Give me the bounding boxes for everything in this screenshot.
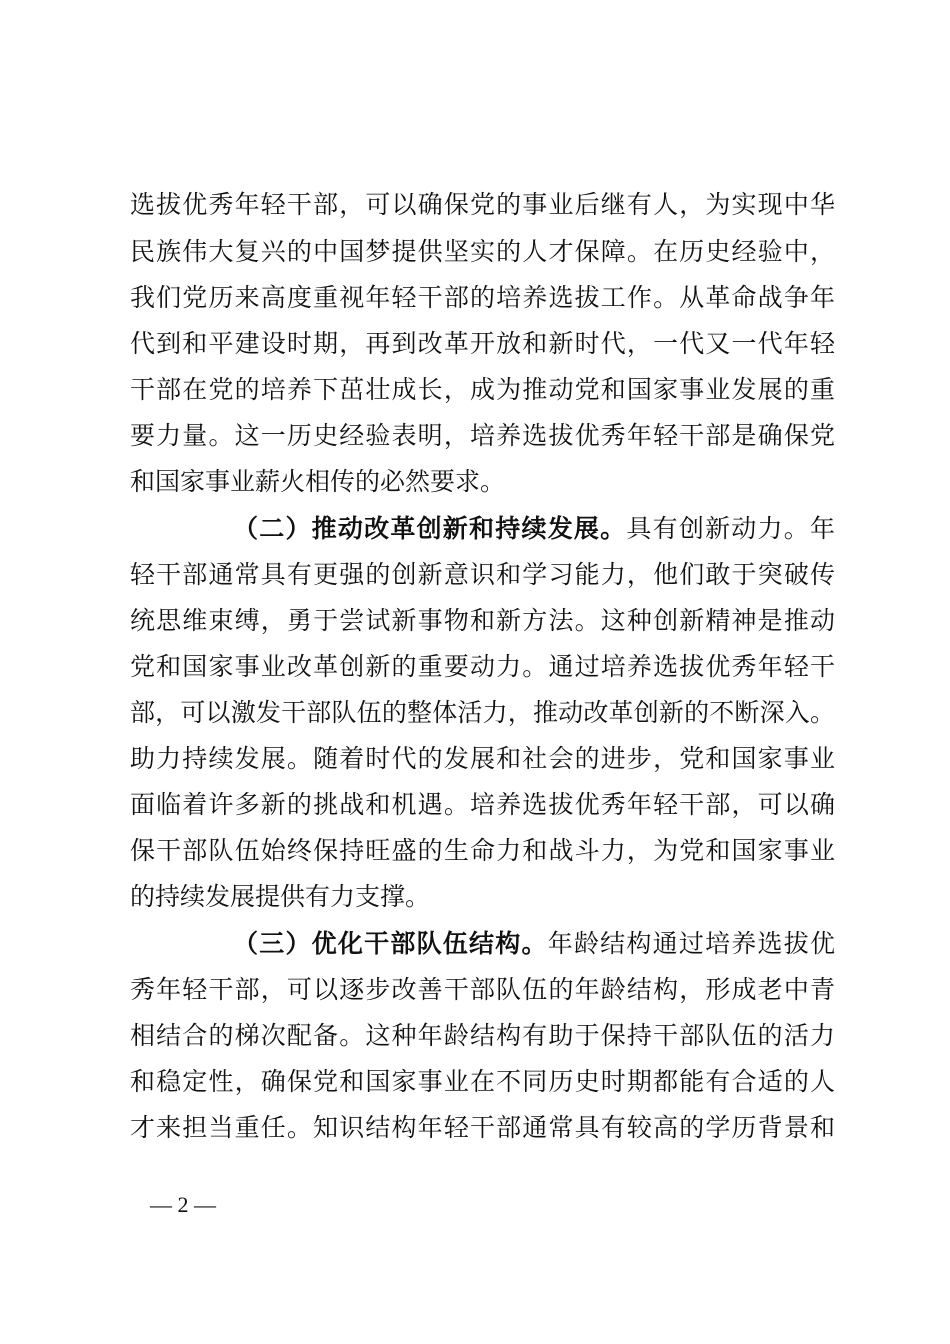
- section-3-first-line-text: 年龄结构通过培养选拔优: [547, 929, 835, 958]
- body-text-line: 保干部队伍始终保持旺盛的生命力和战斗力，为党和国家事业: [130, 836, 835, 865]
- body-text-line: 要力量。这一历史经验表明，培养选拔优秀年轻干部是确保党: [130, 421, 835, 450]
- section-2-first-line: [233, 507, 835, 551]
- body-text-line: 选拔优秀年轻干部，可以确保党的事业后继有人，为实现中华: [130, 190, 835, 219]
- body-text-line: 和稳定性，确保党和国家事业在不同历史时期都能有合适的人: [130, 1067, 835, 1096]
- page-number: — 2 —: [150, 1192, 216, 1217]
- body-text-line: 部，可以激发干部队伍的整体活力，推动改革创新的不断深入。: [130, 698, 835, 727]
- section-3-heading: （三）优化干部队伍结构。: [233, 929, 548, 958]
- body-text-line: 助力持续发展。随着时代的发展和社会的进步，党和国家事业: [130, 744, 835, 773]
- body-text-line: 统思维束缚，勇于尝试新事物和新方法。这种创新精神是推动: [130, 606, 835, 635]
- section-3-first-line: [233, 922, 835, 966]
- section-2-first-line-text: 具有创新动力。年: [626, 514, 835, 543]
- body-text-line: 面临着许多新的挑战和机遇。培养选拔优秀年轻干部，可以确: [130, 790, 835, 819]
- body-text-line: 和国家事业薪火相传的必然要求。: [130, 467, 506, 496]
- body-text-line: 我们党历来高度重视年轻干部的培养选拔工作。从革命战争年: [130, 283, 835, 312]
- body-text-line: 才来担当重任。知识结构年轻干部通常具有较高的学历背景和: [130, 1113, 835, 1142]
- body-text-line: 民族伟大复兴的中国梦提供坚实的人才保障。在历史经验中，: [130, 237, 835, 266]
- body-text-line: 代到和平建设时期，再到改革开放和新时代，一代又一代年轻: [130, 329, 835, 358]
- section-2-heading: （二）推动改革创新和持续发展。: [233, 514, 627, 543]
- body-text-line: 轻干部通常具有更强的创新意识和学习能力，他们敢于突破传: [130, 560, 835, 589]
- body-text-line: 干部在党的培养下茁壮成长，成为推动党和国家事业发展的重: [130, 375, 835, 404]
- body-text-line: 党和国家事业改革创新的重要动力。通过培养选拔优秀年轻干: [130, 652, 835, 681]
- body-text-line: 相结合的梯次配备。这种年龄结构有助于保持干部队伍的活力: [130, 1021, 835, 1050]
- body-text-line: 秀年轻干部，可以逐步改善干部队伍的年龄结构，形成老中青: [130, 975, 835, 1004]
- body-text-line: 的持续发展提供有力支撑。: [130, 882, 431, 911]
